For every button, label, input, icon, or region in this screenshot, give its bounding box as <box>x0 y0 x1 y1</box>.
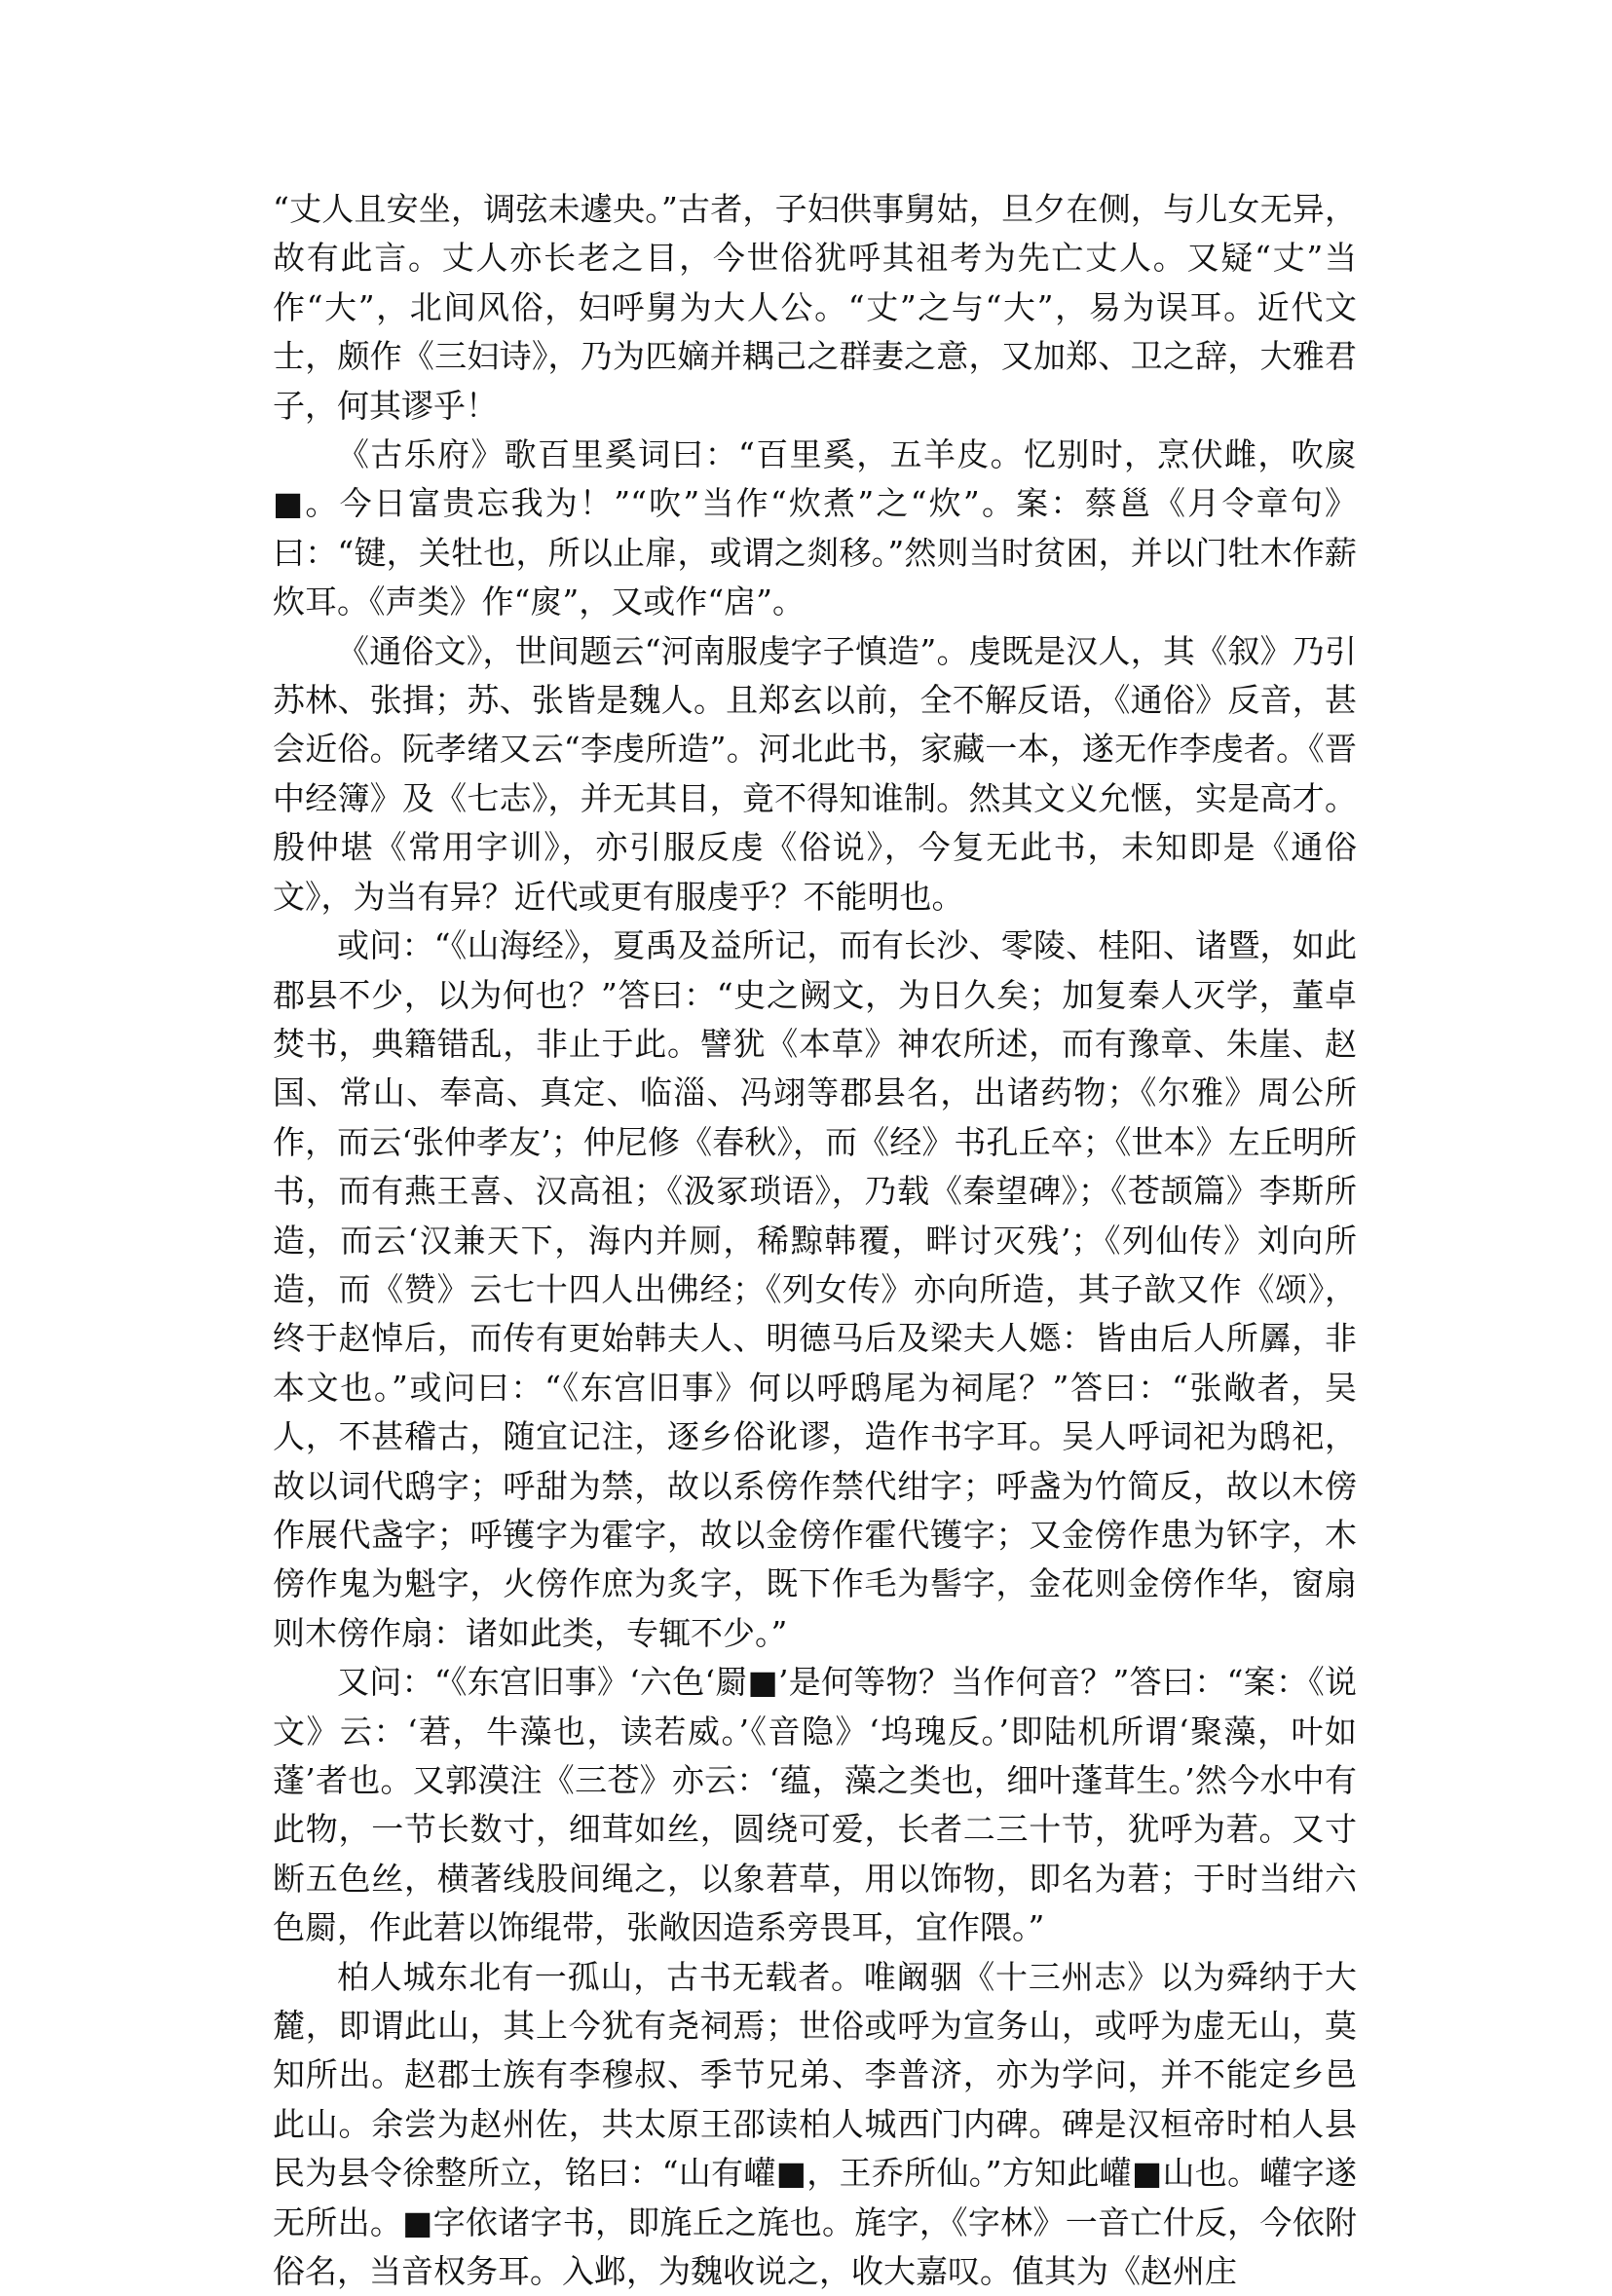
paragraph-3: 《通俗文》，世间题云“河南服虔字子慎造”。虔既是汉人，其《叙》乃引苏林、张揖；苏、张皆是魏人。且郑玄以前，全不解反语，《通俗》反音，甚会近俗。阮孝绪又云“李虔所造”。河北此书，家藏一本，遂无作李虔者。《晋中经簿》及《七志》，并无其目，竟不得知谁制。然其文义允惬，实是高才。殷仲堪《常用字训》，亦引服反虔《俗说》，今复无此书，未知即是《通俗文》，为当有异？近代或更有服虔乎？不能明也。 <box>273 631 1357 916</box>
body-text <box>273 185 1357 2296</box>
paragraph-2: 《古乐府》歌百里奚词曰：“百里奚，五羊皮。忆别时，烹伏雌，吹扊■。今日富贵忘我为！”“吹”当作“炊煮”之“炊”。案：蔡邕《月令章句》曰：“键，关牡也，所以止扉，或谓之剡移。”然则当时贫困，并以门牡木作薪炊耳。《声类》作“扊”，又或作“扂”。 <box>273 435 1357 621</box>
paragraph-6: 柏人城东北有一孤山，古书无载者。唯阚骃《十三州志》以为舜纳于大麓，即谓此山，其上今犹有尧祠焉；世俗或呼为宣务山，或呼为虚无山，莫知所出。赵郡士族有李穆叔、季节兄弟、李普济，亦为学问，并不能定乡邑此山。余尝为赵州佐，共太原王邵读柏人城西门内碑。碑是汉桓帝时柏人县民为县令徐整所立，铭曰：“山有巏■，王乔所仙。”方知此巏■山也。巏字遂无所出。■字依诸字书，即旄丘之旄也。旄字，《字林》一音亡什反，今依附俗名，当音权务耳。入邺，为魏收说之，收大嘉叹。值其为《赵州庄 <box>273 1957 1357 2291</box>
paragraph-1: “丈人且安坐，调弦未遽央。”古者，子妇供事舅姑，旦夕在侧，与儿女无异，故有此言。丈人亦长老之目，今世俗犹呼其祖考为先亡丈人。又疑“丈”当作“大”，北间风俗，妇呼舅为大人公。“丈”之与“大”，易为误耳。近代文士，颇作《三妇诗》，乃为匹嫡并耦己之群妻之意，又加郑、卫之辞，大雅君子，何其谬乎！ <box>273 190 1357 425</box>
paragraph-5: 又问：“《东宫旧事》‘六色‘罽■’是何等物？当作何音？”答曰：“案：《说文》云：‘莙，牛藻也，读若威。’《音隐》‘坞瑰反。’即陆机所谓‘聚藻，叶如蓬’者也。又郭漠注《三苍》亦云：‘蕴，藻之类也，细叶蓬茸生。’然今水中有此物，一节长数寸，细茸如丝，圆绕可爱，长者二三十节，犹呼为莙。又寸断五色丝，横著线股间绳之，以象莙草，用以饰物，即名为莙；于时当绀六色罽，作此莙以饰绲带，张敞因造系旁畏耳，宜作隈。” <box>273 1663 1357 1947</box>
paragraph-4: 或问：“《山海经》，夏禹及益所记，而有长沙、零陵、桂阳、诸暨，如此郡县不少，以为何也？”答曰：“史之阙文，为日久矣；加复秦人灭学，董卓焚书，典籍错乱，非止于此。譬犹《本草》神农所述，而有豫章、朱崖、赵国、常山、奉高、真定、临淄、冯翊等郡县名，出诸药物；《尔雅》周公所作，而云‘张仲孝友’；仲尼修《春秋》，而《经》书孔丘卒；《世本》左丘明所书，而有燕王喜、汉高祖；《汲冢琐语》，乃载《秦望碑》；《苍颉篇》李斯所造，而云‘汉兼天下，海内并厕，稀黥韩覆，畔讨灭残’；《列仙传》刘向所造，而《赞》云七十四人出佛经；《列女传》亦向所造，其子歆又作《颂》，终于赵悼后，而传有更始韩夫人、明德马后及梁夫人嫕：皆由后人所羼，非本文也。”或问曰：“《东宫旧事》何以呼鸱尾为祠尾？”答曰：“张敞者，吴人，不甚稽古，随宜记注，逐乡俗讹谬，造作书字耳。吴人呼词祀为鸱祀，故以词代鸱字；呼甜为禁，故以系傍作禁代绀字；呼盏为竹简反，故以木傍作展代盏字；呼镬字为霍字，故以金傍作霍代镬字；又金傍作患为钚字，木傍作鬼为魁字，火傍作庶为炙字，既下作毛为髻字，金花则金傍作华，窗扇则木傍作扇：诸如此类，专辄不少。” <box>273 926 1357 1652</box>
